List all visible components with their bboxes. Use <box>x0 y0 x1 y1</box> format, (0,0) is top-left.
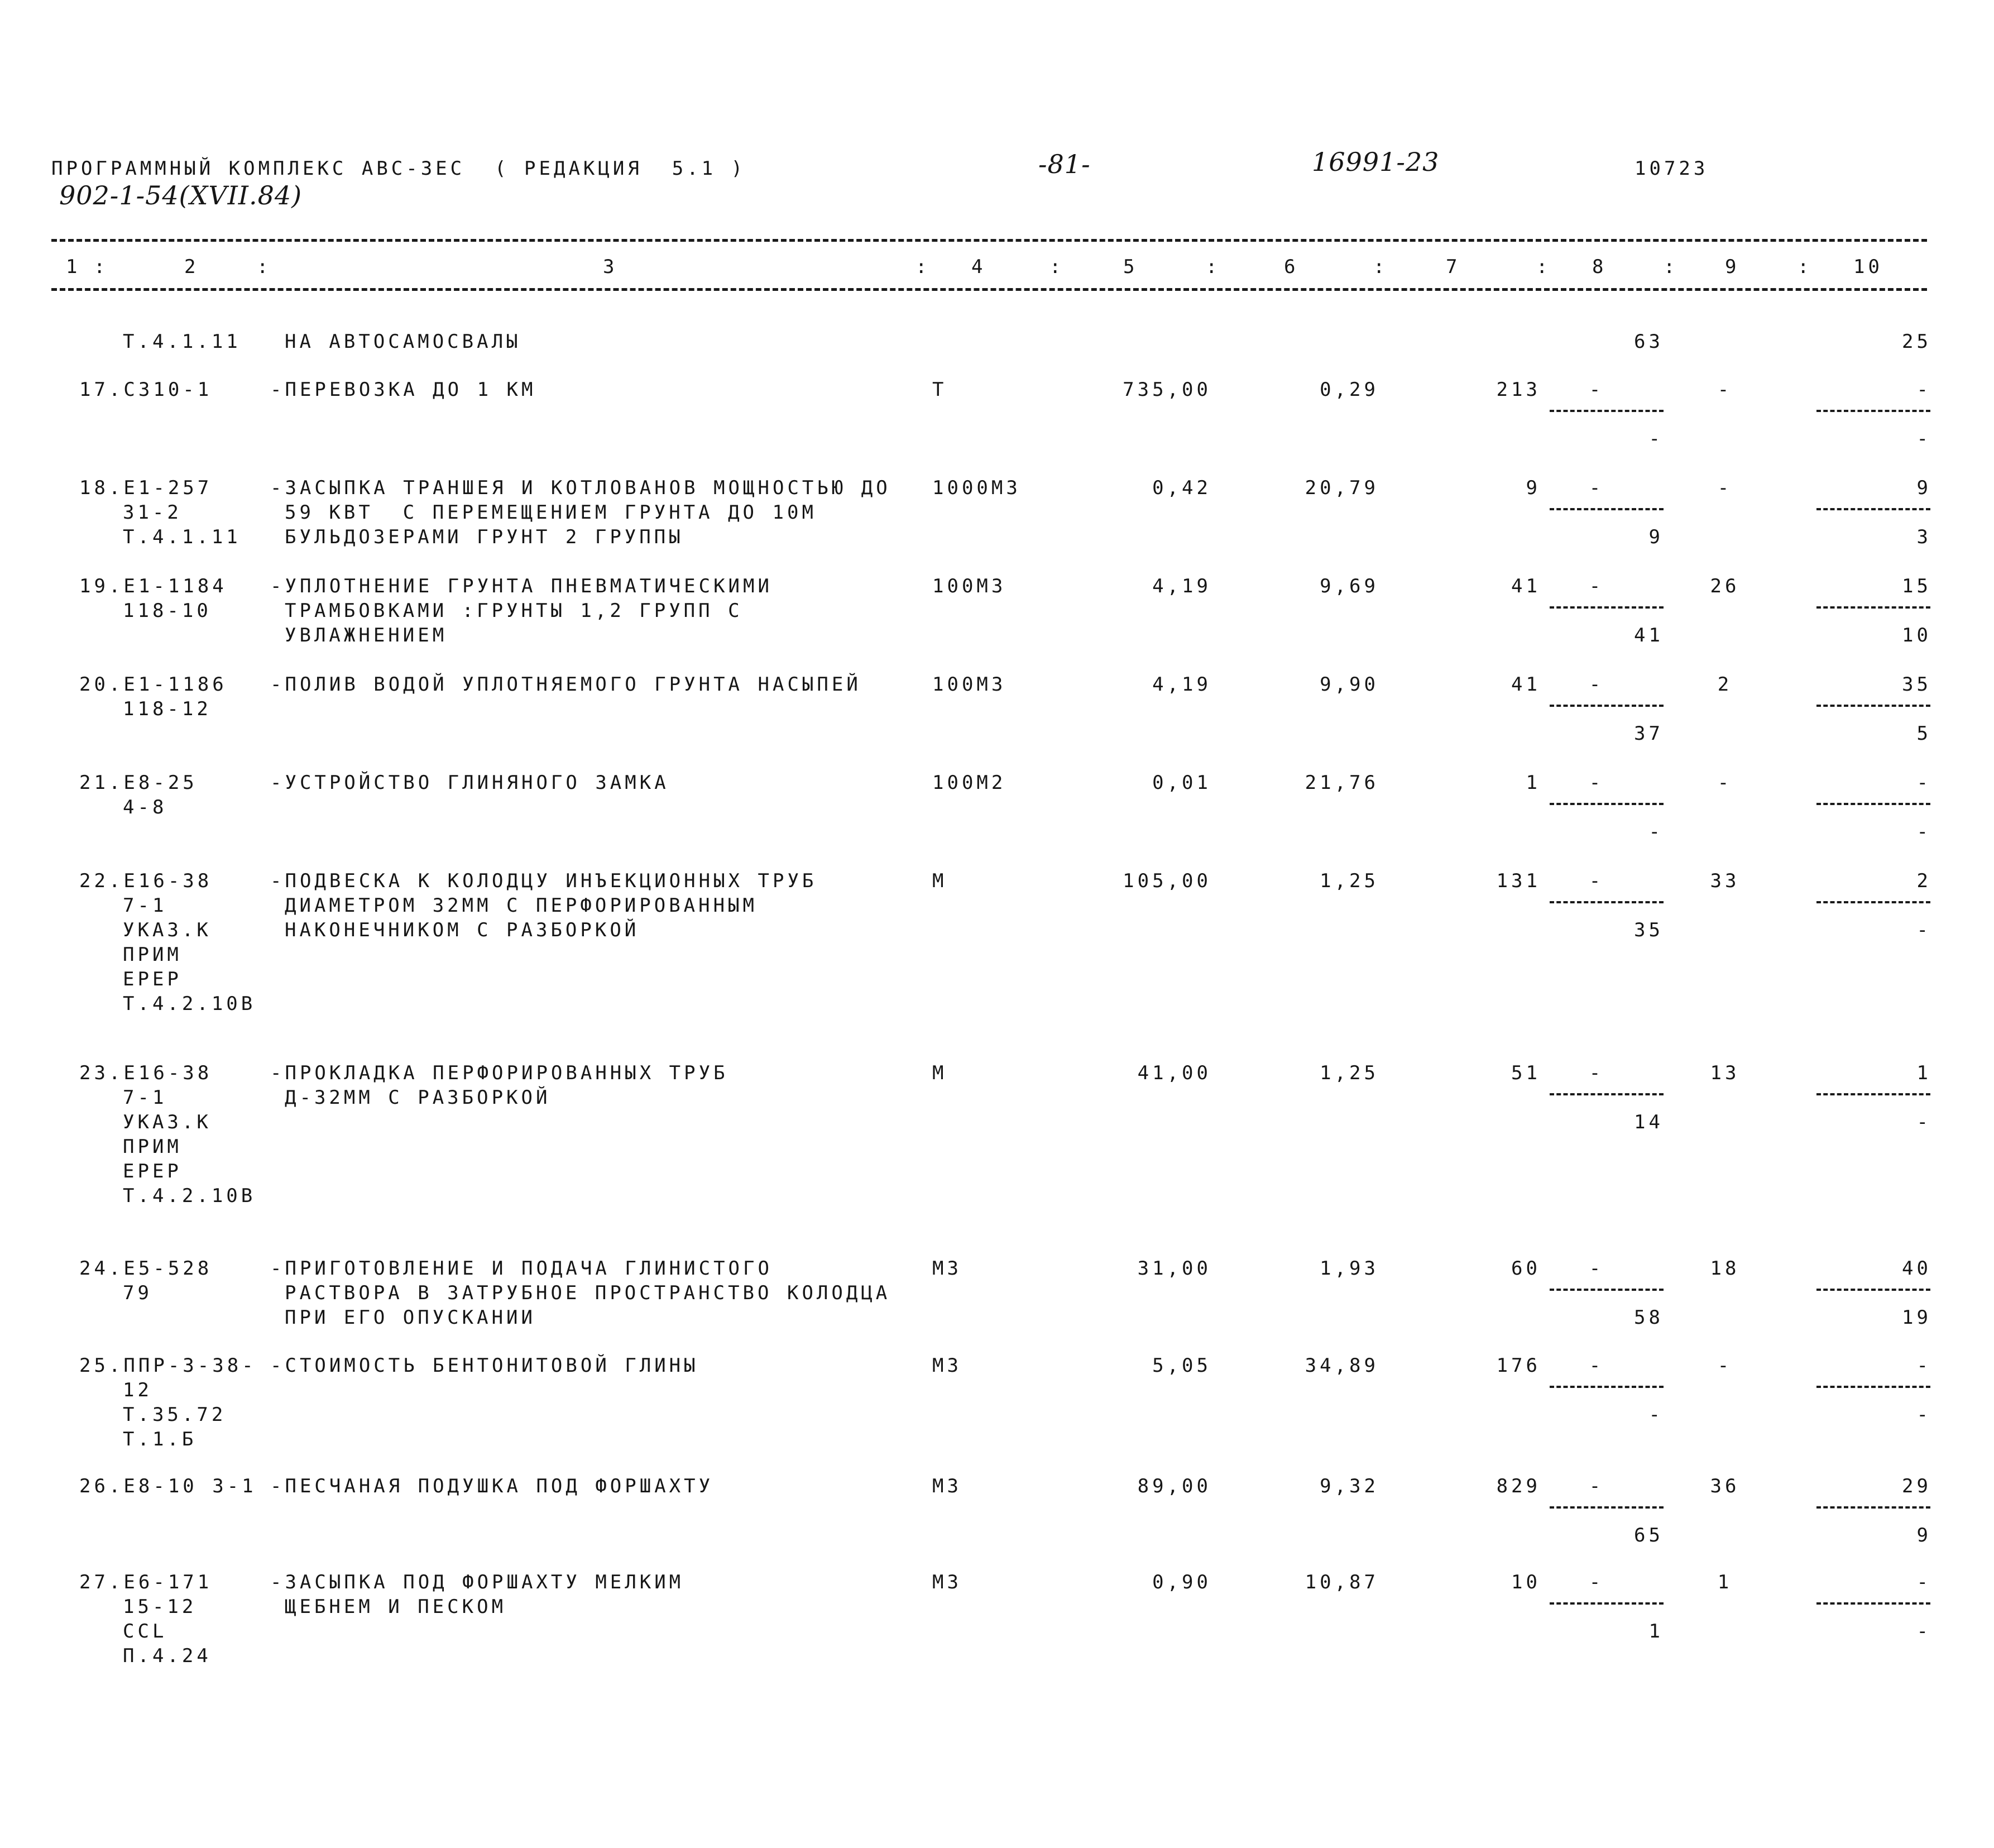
row-unit: 100М3 <box>932 575 1006 597</box>
column-number-9: 9 <box>1725 256 1740 278</box>
column-number-7: 7 <box>1446 256 1461 278</box>
col10-fraction-line <box>1816 1289 1930 1291</box>
row-col10-bottom: 19 <box>1902 1306 1931 1329</box>
row-code-line: 23.Е16-38 <box>79 1062 213 1084</box>
document-number: 16991-23 <box>1312 147 1440 177</box>
row-total: 829 <box>1496 1475 1541 1497</box>
row-col10-top: 29 <box>1902 1475 1931 1497</box>
row-col8-top: - <box>1589 477 1604 499</box>
column-number-5: 5 <box>1123 256 1138 278</box>
row-col9: - <box>1717 379 1733 401</box>
row-col10-bottom: - <box>1916 1620 1931 1643</box>
row-quantity: 5,05 <box>1152 1354 1211 1377</box>
row-col10-bottom: 10 <box>1902 624 1931 647</box>
row-unit: 100М3 <box>932 673 1006 696</box>
row-unit-price: 21,76 <box>1305 772 1379 794</box>
row-unit-price: 9,32 <box>1320 1475 1379 1497</box>
row-col10-top: 2 <box>1916 870 1931 892</box>
row-code-line: ПРИМ <box>123 1136 182 1158</box>
row-code-line: 20.Е1-1186 <box>79 673 227 696</box>
col10-fraction-line <box>1816 1506 1930 1509</box>
column-number-4: 4 <box>971 256 986 278</box>
col8-fraction-line <box>1550 1602 1664 1605</box>
row-code-line: 79 <box>123 1282 152 1304</box>
column-separator: : <box>1206 256 1221 278</box>
column-separator: : <box>1664 256 1679 278</box>
row-quantity: 0,01 <box>1152 772 1211 794</box>
section-title: НА АВТОСАМОСВАЛЫ <box>285 331 521 353</box>
row-unit-price: 10,87 <box>1305 1571 1379 1593</box>
column-separator: : <box>257 256 272 278</box>
row-col9: 2 <box>1717 673 1733 696</box>
row-col9: 13 <box>1710 1062 1740 1084</box>
row-col10-bottom: - <box>1916 1111 1931 1133</box>
row-col9: 36 <box>1710 1475 1740 1497</box>
row-unit: М <box>932 870 947 892</box>
row-total: 213 <box>1496 379 1541 401</box>
row-col9: 33 <box>1710 870 1740 892</box>
row-code-line: 118-12 <box>123 698 212 720</box>
column-number-1: 1 <box>66 256 81 278</box>
row-col10-top: 15 <box>1902 575 1931 597</box>
section-ref: Т.4.1.11 <box>123 331 241 353</box>
row-quantity: 31,00 <box>1137 1257 1211 1280</box>
row-unit-price: 0,29 <box>1320 379 1379 401</box>
row-col8-bottom: 41 <box>1634 624 1664 647</box>
row-unit-price: 1,25 <box>1320 870 1379 892</box>
row-description-line: -ПЕРЕВОЗКА ДО 1 КМ <box>270 379 536 401</box>
row-unit-price: 34,89 <box>1305 1354 1379 1377</box>
row-unit-price: 20,79 <box>1305 477 1379 499</box>
row-unit: М3 <box>932 1571 962 1593</box>
row-total: 51 <box>1511 1062 1541 1084</box>
row-code-line: Т.4.2.10В <box>123 1185 256 1207</box>
row-total: 41 <box>1511 673 1541 696</box>
row-col8-top: - <box>1589 575 1604 597</box>
row-code-line: 26.Е8-10 3-1 <box>79 1475 257 1497</box>
row-description-line: РАСТВОРА В ЗАТРУБНОЕ ПРОСТРАНСТВО КОЛОДЦА <box>285 1282 891 1304</box>
row-description-line: 59 КВТ С ПЕРЕМЕЩЕНИЕМ ГРУНТА ДО 10М <box>285 501 817 524</box>
col10-fraction-line <box>1816 410 1930 412</box>
row-code-line: ЕРЕР <box>123 968 182 990</box>
row-description-line: -ПОДВЕСКА К КОЛОДЦУ ИНЪЕКЦИОННЫХ ТРУБ <box>270 870 817 892</box>
row-unit: М <box>932 1062 947 1084</box>
row-total: 10 <box>1511 1571 1541 1593</box>
col10-fraction-line <box>1816 1602 1930 1605</box>
program-title: ПРОГРАММНЫЙ КОМПЛЕКС АВС-ЗЕС ( РЕДАКЦИЯ 5.1 ) <box>51 157 746 180</box>
row-unit: М3 <box>932 1257 962 1280</box>
row-col10-top: 9 <box>1916 477 1931 499</box>
col10-fraction-line <box>1816 705 1930 707</box>
row-col9: 18 <box>1710 1257 1740 1280</box>
row-unit: М3 <box>932 1354 962 1377</box>
col10-fraction-line <box>1816 508 1930 510</box>
row-col8-top: - <box>1589 870 1604 892</box>
column-number-2: 2 <box>184 256 199 278</box>
col8-fraction-line <box>1550 1093 1664 1095</box>
row-code-line: УКАЗ.К <box>123 919 212 941</box>
row-unit: М3 <box>932 1475 962 1497</box>
row-code-line: Т.1.Б <box>123 1428 197 1450</box>
row-code-line: Т.4.1.11 <box>123 526 241 548</box>
row-col10-bottom: - <box>1916 428 1931 450</box>
row-col8-bottom: 65 <box>1634 1524 1664 1547</box>
row-description-line: ДИАМЕТРОМ 32ММ С ПЕРФОРИРОВАННЫМ <box>285 894 758 917</box>
row-col10-bottom: - <box>1916 821 1931 843</box>
row-unit-price: 9,69 <box>1320 575 1379 597</box>
row-col8-top: - <box>1589 1354 1604 1377</box>
row-col10-bottom: - <box>1916 919 1931 941</box>
col8-fraction-line <box>1550 803 1664 805</box>
row-col8-top: - <box>1589 1257 1604 1280</box>
row-total: 1 <box>1526 772 1541 794</box>
row-quantity: 0,90 <box>1152 1571 1211 1593</box>
col8-fraction-line <box>1550 606 1664 609</box>
column-number-10: 10 <box>1853 256 1883 278</box>
row-col8-top: - <box>1589 673 1604 696</box>
row-col10-top: 40 <box>1902 1257 1931 1280</box>
row-description-line: -ПРИГОТОВЛЕНИЕ И ПОДАЧА ГЛИНИСТОГО <box>270 1257 773 1280</box>
row-code-line: 12 <box>123 1379 152 1401</box>
row-col8-bottom: - <box>1648 1404 1664 1426</box>
row-unit: 100М2 <box>932 772 1006 794</box>
column-separator: : <box>1049 256 1065 278</box>
row-quantity: 735,00 <box>1123 379 1211 401</box>
row-code-line: 21.Е8-25 <box>79 772 198 794</box>
column-number-6: 6 <box>1284 256 1299 278</box>
col8-fraction-line <box>1550 901 1664 903</box>
col10-fraction-line <box>1816 901 1930 903</box>
row-col8-bottom: 35 <box>1634 919 1664 941</box>
col8-fraction-line <box>1550 705 1664 707</box>
row-col10-top: - <box>1916 772 1931 794</box>
row-code-line: ССL <box>123 1620 167 1643</box>
row-unit-price: 1,25 <box>1320 1062 1379 1084</box>
row-quantity: 0,42 <box>1152 477 1211 499</box>
row-unit: Т <box>932 379 947 401</box>
row-col10-bottom: - <box>1916 1404 1931 1426</box>
row-col10-bottom: 5 <box>1916 722 1931 745</box>
row-col8-bottom: 1 <box>1648 1620 1664 1643</box>
row-total: 41 <box>1511 575 1541 597</box>
row-code-line: УКАЗ.К <box>123 1111 212 1133</box>
row-code-line: 27.Е6-171 <box>79 1571 213 1593</box>
row-col8-top: - <box>1589 1475 1604 1497</box>
row-code-line: 31-2 <box>123 501 182 524</box>
row-code-line: 22.Е16-38 <box>79 870 213 892</box>
row-description-line: -УСТРОЙСТВО ГЛИНЯНОГО ЗАМКА <box>270 772 669 794</box>
row-total: 9 <box>1526 477 1541 499</box>
row-col8-top: - <box>1589 1571 1604 1593</box>
row-code-line: 25.ППР-3-38- <box>79 1354 257 1377</box>
row-total: 131 <box>1496 870 1541 892</box>
row-col8-bottom: 14 <box>1634 1111 1664 1133</box>
row-description-line: ПРИ ЕГО ОПУСКАНИИ <box>285 1306 536 1329</box>
col8-fraction-line <box>1550 1289 1664 1291</box>
row-col10-top: 1 <box>1916 1062 1931 1084</box>
row-col9: 1 <box>1717 1571 1733 1593</box>
row-description-line: -СТОИМОСТЬ БЕНТОНИТОВОЙ ГЛИНЫ <box>270 1354 699 1377</box>
row-code-line: ПРИМ <box>123 944 182 966</box>
row-col8-bottom: 58 <box>1634 1306 1664 1329</box>
row-code-line: 4-8 <box>123 796 167 818</box>
row-col10-top: - <box>1916 1571 1931 1593</box>
row-total: 176 <box>1496 1354 1541 1377</box>
row-col9: 26 <box>1710 575 1740 597</box>
col10-fraction-line <box>1816 1093 1930 1095</box>
section-col10: 25 <box>1902 331 1931 353</box>
row-unit-price: 9,90 <box>1320 673 1379 696</box>
col10-fraction-line <box>1816 1386 1930 1388</box>
row-col10-bottom: 3 <box>1916 526 1931 548</box>
row-col10-bottom: 9 <box>1916 1524 1931 1547</box>
row-code-line: 19.Е1-1184 <box>79 575 227 597</box>
row-description-line: -ЗАСЫПКА ПОД ФОРШАХТУ МЕЛКИМ <box>270 1571 684 1593</box>
row-code-line: 118-10 <box>123 600 212 622</box>
row-code-line: Т.35.72 <box>123 1404 227 1426</box>
header-rule-top <box>51 239 1927 242</box>
row-description-line: -ПОЛИВ ВОДОЙ УПЛОТНЯЕМОГО ГРУНТА НАСЫПЕЙ <box>270 673 861 696</box>
row-code-line: 17.С310-1 <box>79 379 213 401</box>
col8-fraction-line <box>1550 1506 1664 1509</box>
document-code: 10723 <box>1634 157 1709 180</box>
row-description-line: -ПЕСЧАНАЯ ПОДУШКА ПОД ФОРШАХТУ <box>270 1475 714 1497</box>
row-col9: - <box>1717 477 1733 499</box>
col10-fraction-line <box>1816 803 1930 805</box>
row-col10-top: - <box>1916 1354 1931 1377</box>
column-separator: : <box>1798 256 1813 278</box>
row-col8-top: - <box>1589 1062 1604 1084</box>
row-col8-top: - <box>1589 772 1604 794</box>
row-description-line: -УПЛОТНЕНИЕ ГРУНТА ПНЕВМАТИЧЕСКИМИ <box>270 575 773 597</box>
column-separator: : <box>1536 256 1551 278</box>
column-separator: : <box>94 256 109 278</box>
column-number-8: 8 <box>1592 256 1607 278</box>
row-description-line: -ПРОКЛАДКА ПЕРФОРИРОВАННЫХ ТРУБ <box>270 1062 728 1084</box>
row-col8-bottom: 9 <box>1648 526 1664 548</box>
row-col9: - <box>1717 1354 1733 1377</box>
row-code-line: ЕРЕР <box>123 1160 182 1182</box>
row-col9: - <box>1717 772 1733 794</box>
column-separator: : <box>1373 256 1388 278</box>
row-col8-top: - <box>1589 379 1604 401</box>
section-col8: 63 <box>1634 331 1664 353</box>
row-description-line: ЩЕБНЕМ И ПЕСКОМ <box>285 1596 507 1618</box>
row-col8-bottom: - <box>1648 821 1664 843</box>
row-col10-top: 35 <box>1902 673 1931 696</box>
page-number: -81- <box>1038 149 1091 179</box>
column-separator: : <box>915 256 931 278</box>
column-number-3: 3 <box>603 256 618 278</box>
row-quantity: 105,00 <box>1123 870 1211 892</box>
row-description-line: БУЛЬДОЗЕРАМИ ГРУНТ 2 ГРУППЫ <box>285 526 684 548</box>
project-code: 902-1-54(XVII.84) <box>59 180 303 210</box>
row-description-line: -ЗАСЫПКА ТРАНШЕЯ И КОТЛОВАНОВ МОЩНОСТЬЮ ДО <box>270 477 891 499</box>
col8-fraction-line <box>1550 1386 1664 1388</box>
col8-fraction-line <box>1550 410 1664 412</box>
row-code-line: 18.Е1-257 <box>79 477 213 499</box>
row-col10-top: - <box>1916 379 1931 401</box>
row-code-line: 7-1 <box>123 894 167 917</box>
row-quantity: 41,00 <box>1137 1062 1211 1084</box>
row-unit-price: 1,93 <box>1320 1257 1379 1280</box>
header-rule-bottom <box>51 288 1927 291</box>
row-description-line: ТРАМБОВКАМИ :ГРУНТЫ 1,2 ГРУПП С <box>285 600 743 622</box>
row-code-line: Т.4.2.10В <box>123 993 256 1015</box>
row-quantity: 4,19 <box>1152 673 1211 696</box>
row-col8-bottom: 37 <box>1634 722 1664 745</box>
row-quantity: 89,00 <box>1137 1475 1211 1497</box>
row-total: 60 <box>1511 1257 1541 1280</box>
row-description-line: УВЛАЖНЕНИЕМ <box>285 624 448 647</box>
row-col8-bottom: - <box>1648 428 1664 450</box>
row-description-line: Д-32ММ С РАЗБОРКОЙ <box>285 1086 551 1109</box>
row-code-line: П.4.24 <box>123 1645 212 1667</box>
row-description-line: НАКОНЕЧНИКОМ С РАЗБОРКОЙ <box>285 919 640 941</box>
row-quantity: 4,19 <box>1152 575 1211 597</box>
row-code-line: 24.Е5-528 <box>79 1257 213 1280</box>
col10-fraction-line <box>1816 606 1930 609</box>
row-code-line: 15-12 <box>123 1596 197 1618</box>
row-unit: 1000М3 <box>932 477 1021 499</box>
row-code-line: 7-1 <box>123 1086 167 1109</box>
col8-fraction-line <box>1550 508 1664 510</box>
